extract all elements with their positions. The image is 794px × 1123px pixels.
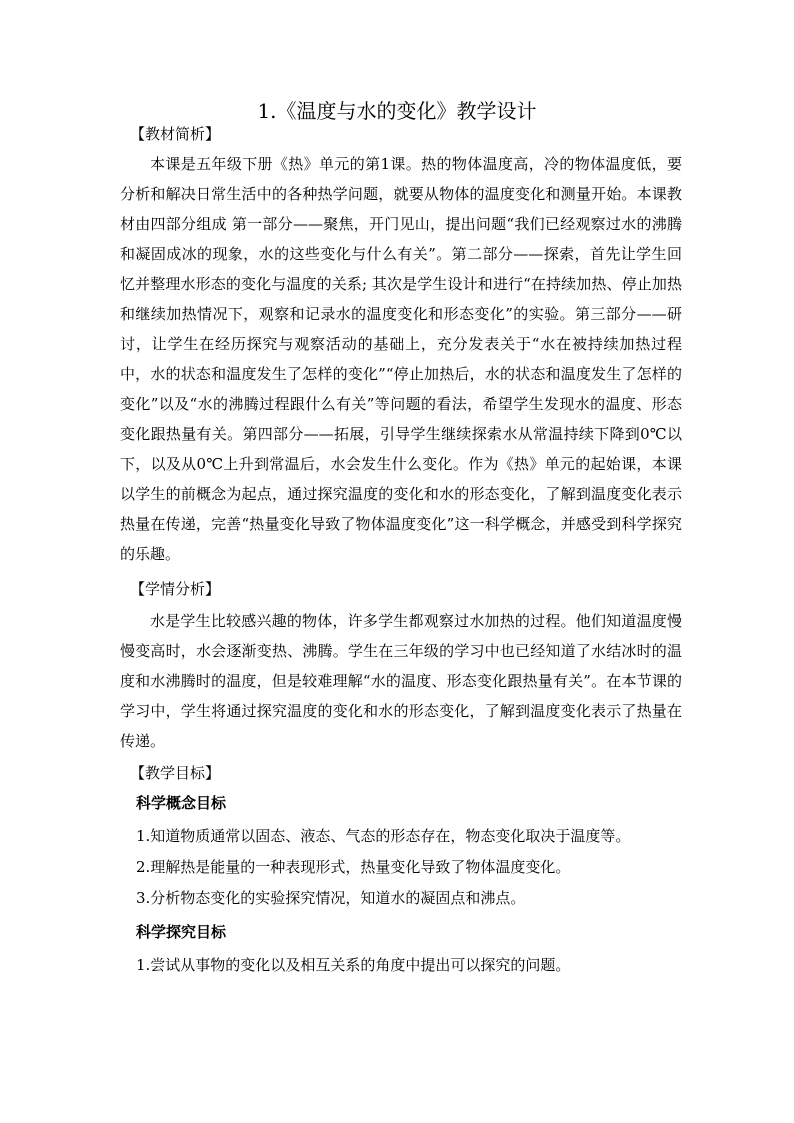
section-heading-goals: 【教学目标】 (130, 764, 221, 782)
inquiry-goals-list (120, 950, 682, 981)
list-item: 1.知道物质通常以固态、液态、气态的形态存在，物态变化取决于温度等。 (136, 827, 631, 845)
concept-goals-list (120, 821, 682, 914)
section-heading-textbook: 【教材简析】 (130, 125, 221, 143)
subheading-concept-goals: 科学概念目标 (136, 794, 227, 812)
textbook-paragraph: 本课是五年级下册《热》单元的第1课。热的物体温度高，冷的物体温度低，要分析和解决日常生活中的各种热学问题，就要从物体的温度变化和测量开始。本课教材由四部分组成 第一部分——聚焦，开门见山，提出问题“我们已经观察过水的沸腾和凝固成冰的现象，水的这些变化与什么有关”。第二部分——探索，首先让学生回忆并整理水形态的变化与温度的关系; 其次是学生设计和进行“在持续加热、停止加热和继续加热情况下，观察和记录水的温度变化和形态变化”的实验。第三部分——研讨，让学生在经历探究与观察活动的基础上，充分发表关于“水在被持续加热过程中，水的状态和温度发生了怎样的变化”“停止加热后，水的状态和温度发生了怎样的变化”以及“水的沸腾过程跟什么有关”等问题的看法，希望学生发现水的温度、形态变化跟热量有关。第四部分——拓展，引导学生继续探索水从常温持续下降到0℃以下，以及从0℃上升到常温后，水会发生什么变化。作为《热》单元的起始课，本课以学生的前概念为起点，通过探究温度的变化和水的形态变化，了解到温度变化表示热量在传递，完善“热量变化导致了物体温度变化”这一科学概念，并感受到科学探究的乐趣。 (120, 155, 682, 563)
list-item: 1.尝试从事物的变化以及相互关系的角度中提出可以探究的问题。 (136, 956, 571, 974)
document-title: 1.《温度与水的变化》教学设计 (257, 99, 537, 123)
list-item: 2.理解热是能量的一种表现形式，热量变化导致了物体温度变化。 (136, 858, 571, 876)
students-paragraph: 水是学生比较感兴趣的物体，许多学生都观察过水加热的过程。他们知道温度慢慢变高时，水会逐渐变热、沸腾。学生在三年级的学习中也已经知道了水结冰时的温度和水沸腾时的温度，但是较难理解“水的温度、形态变化跟热量有关”。在本节课的学习中，学生将通过探究温度的变化和水的形态变化，了解到温度变化表示了热量在传递。 (120, 612, 682, 750)
section-heading-students: 【学情分析】 (130, 580, 221, 598)
subheading-inquiry-goals: 科学探究目标 (136, 923, 227, 941)
document-body (120, 122, 682, 981)
list-item: 3.分析物态变化的实验探究情况，知道水的凝固点和沸点。 (136, 889, 526, 907)
